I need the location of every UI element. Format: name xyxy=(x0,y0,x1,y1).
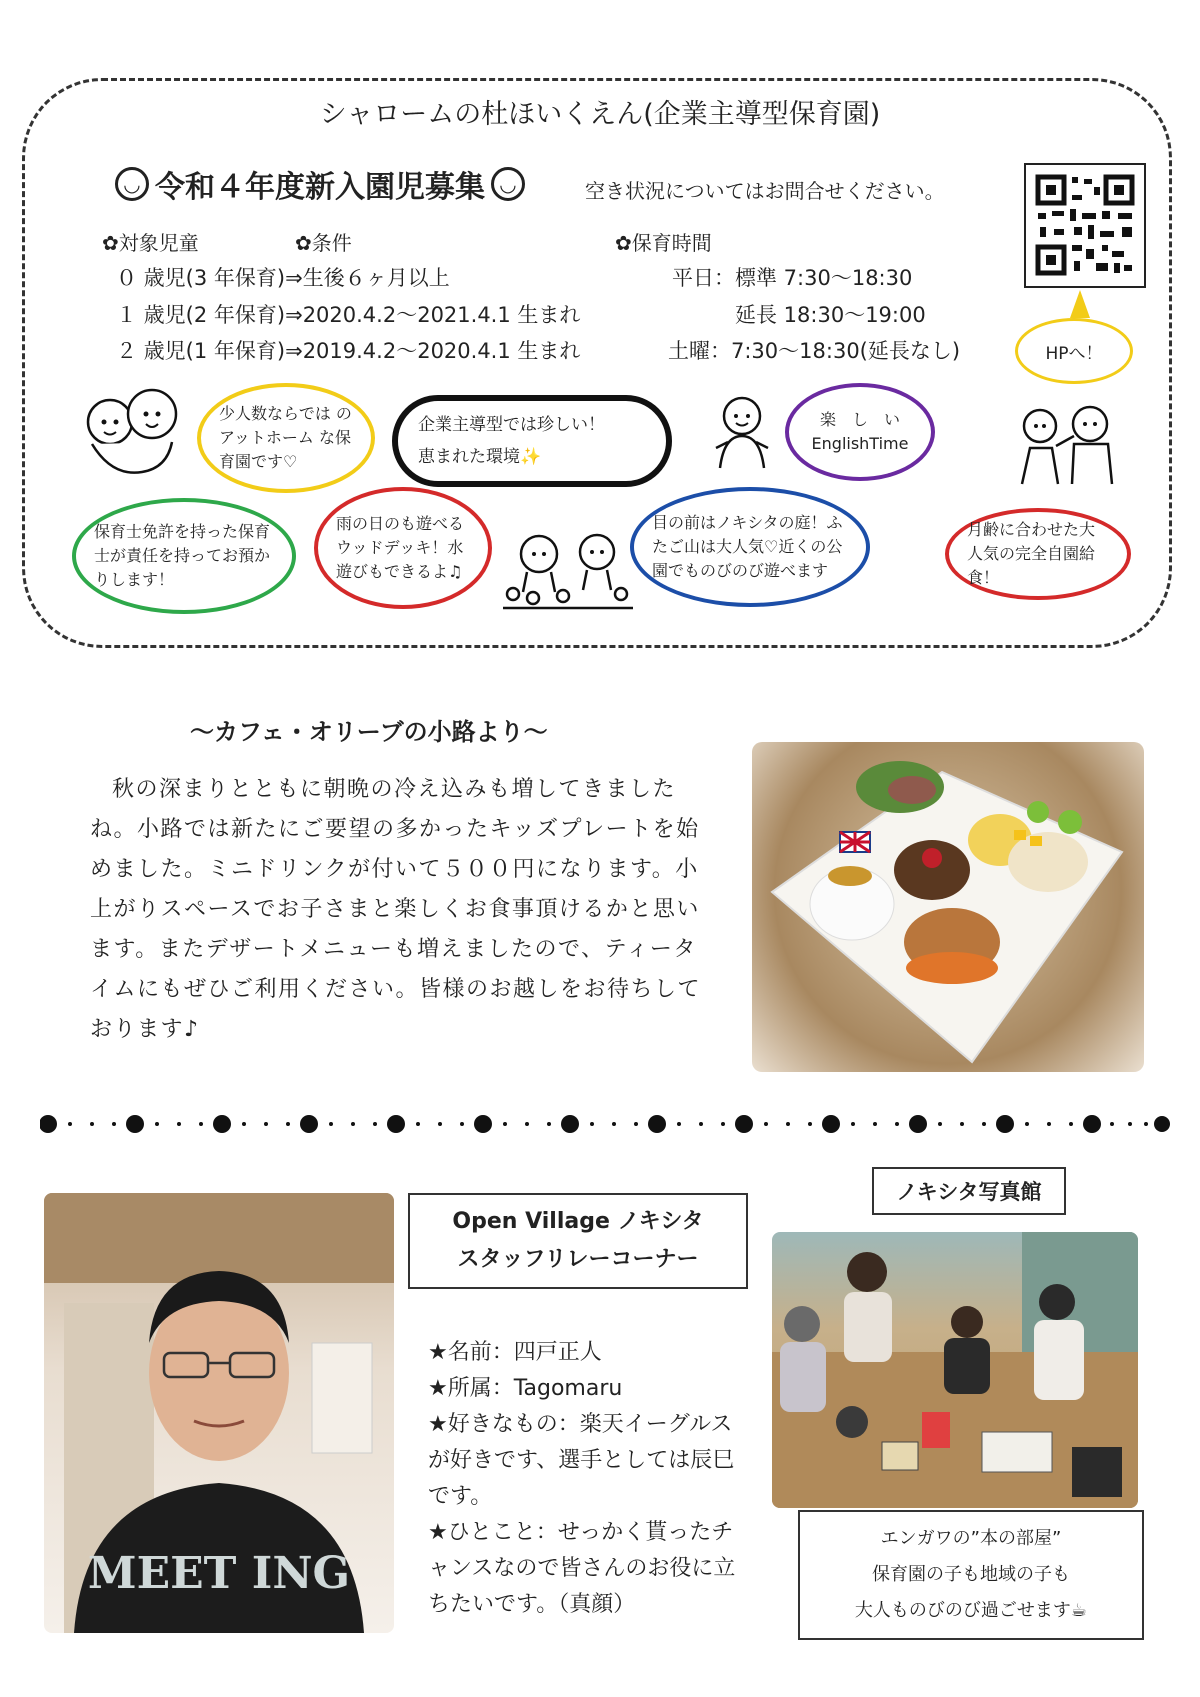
smiley-icon: ◡ xyxy=(491,167,525,201)
staff-portrait-image xyxy=(44,1193,394,1633)
caption-line-2: 保育園の子も地域の子も xyxy=(872,1564,1070,1585)
cafe-title: ～カフェ・オリーブの小路より～ xyxy=(190,717,548,746)
qr-code[interactable] xyxy=(1024,163,1146,288)
gallery-caption xyxy=(798,1510,1144,1640)
bubble-english-time xyxy=(785,383,935,481)
label-condition: ✿条件 xyxy=(295,231,352,255)
staff-box-line-2: スタッフリレーコーナー xyxy=(457,1247,699,1272)
recruit-heading xyxy=(115,162,525,206)
bubble-small-class: 少人数ならでは のアットホーム な保育園です♡ xyxy=(197,383,375,493)
kids-flowers-illustration xyxy=(503,528,633,610)
cafe-body: 秋の深まりとともに朝晩の冷え込みも増してきましたね。小路では新たにご要望の多かったキッズプレートを始めました。ミニドリンクが付いて５００円になります。小上がりスペースでお子さまと楽しくお食事頂けるかと思います。またデザートメニューも増えましたので、ティータイムにもぜひご利用ください。皆様のお越しをお待ちしております♪ xyxy=(90,777,702,1042)
label-hours: ✿保育時間 xyxy=(615,231,712,255)
gallery-title: ノキシタ写真館 xyxy=(872,1167,1066,1215)
staff-affiliation: ★所属：Tagomaru xyxy=(428,1376,623,1401)
hours-row: 延長 18:30～19:00 xyxy=(735,303,926,327)
bubble-licensed-teachers: 保育士免許を持った保育士が責任を持ってお預かりします！ xyxy=(72,498,296,614)
staff-relay-heading xyxy=(408,1193,748,1289)
staff-profile xyxy=(428,1335,748,1623)
dotted-separator xyxy=(40,1112,1170,1136)
staff-portrait-photo xyxy=(44,1193,394,1633)
bubble-rare-environment xyxy=(392,395,672,487)
book-room-image xyxy=(772,1232,1138,1508)
bubble-wood-deck: 雨の日のも遊べるウッドデッキ！水遊びもできるよ♫ xyxy=(314,487,492,609)
qr-code-icon xyxy=(1026,165,1144,286)
nursery-title: シャロームの杜ほいくえん(企業主導型保育園) xyxy=(319,99,881,130)
book-room-photo xyxy=(772,1232,1138,1508)
english-line-1: 楽 し い xyxy=(819,410,900,429)
age-row: ０ 歳児(3 年保育)⇒生後６ヶ月以上 xyxy=(116,266,450,290)
teacher-illustration xyxy=(702,390,782,470)
smiley-icon: ◡ xyxy=(115,167,149,201)
rare-line-1: 企業主導型では珍しい！ xyxy=(418,415,605,435)
age-row: １ 歳児(2 年保育)⇒2020.4.2～2021.4.1 生まれ xyxy=(116,303,581,327)
hp-bubble-tail xyxy=(1070,290,1090,318)
hours-row: 平日：標準 7:30～18:30 xyxy=(672,266,913,290)
shirt-print: MEET ING xyxy=(87,1548,351,1599)
children-hug-illustration xyxy=(72,382,192,482)
caption-line-1: エンガワの”本の部屋” xyxy=(880,1528,1062,1549)
hp-link-bubble[interactable]: HPへ！ xyxy=(1015,318,1133,384)
bubble-garden: 目の前はノキシタの庭！ふたご山は大人気♡近くの公園でものびのび遊べます xyxy=(630,487,870,607)
english-line-2: EnglishTime xyxy=(811,434,909,453)
staff-name: ★名前：四戸正人 xyxy=(428,1340,602,1365)
staff-comment: ★ひとこと：せっかく貰ったチャンスなので皆さんのお役に立ちたいです。（真顔） xyxy=(428,1520,736,1617)
vacancy-note: 空き状況についてはお問合せください。 xyxy=(585,179,945,203)
kids-plate-image xyxy=(752,742,1144,1072)
bubble-meals: 月齢に合わせた大人気の完全自園給食！ xyxy=(945,508,1131,600)
kids-plate-photo xyxy=(752,742,1144,1072)
hours-row: 土曜：7:30～18:30(延長なし) xyxy=(668,339,961,363)
label-target: ✿対象児童 xyxy=(102,231,199,255)
staff-likes: ★好きなもの：楽天イーグルスが好きです、選手としては辰巳です。 xyxy=(428,1412,735,1509)
feeding-illustration xyxy=(1012,400,1122,490)
staff-box-line-1: Open Village ノキシタ xyxy=(452,1209,704,1234)
recruit-text: 令和４年度新入園児募集 xyxy=(155,170,485,205)
age-row: ２ 歳児(1 年保育)⇒2019.4.2～2020.4.1 生まれ xyxy=(116,339,581,363)
rare-line-2: 恵まれた環境✨ xyxy=(418,447,542,468)
caption-line-3: 大人ものびのび過ごせます☕ xyxy=(854,1600,1088,1621)
